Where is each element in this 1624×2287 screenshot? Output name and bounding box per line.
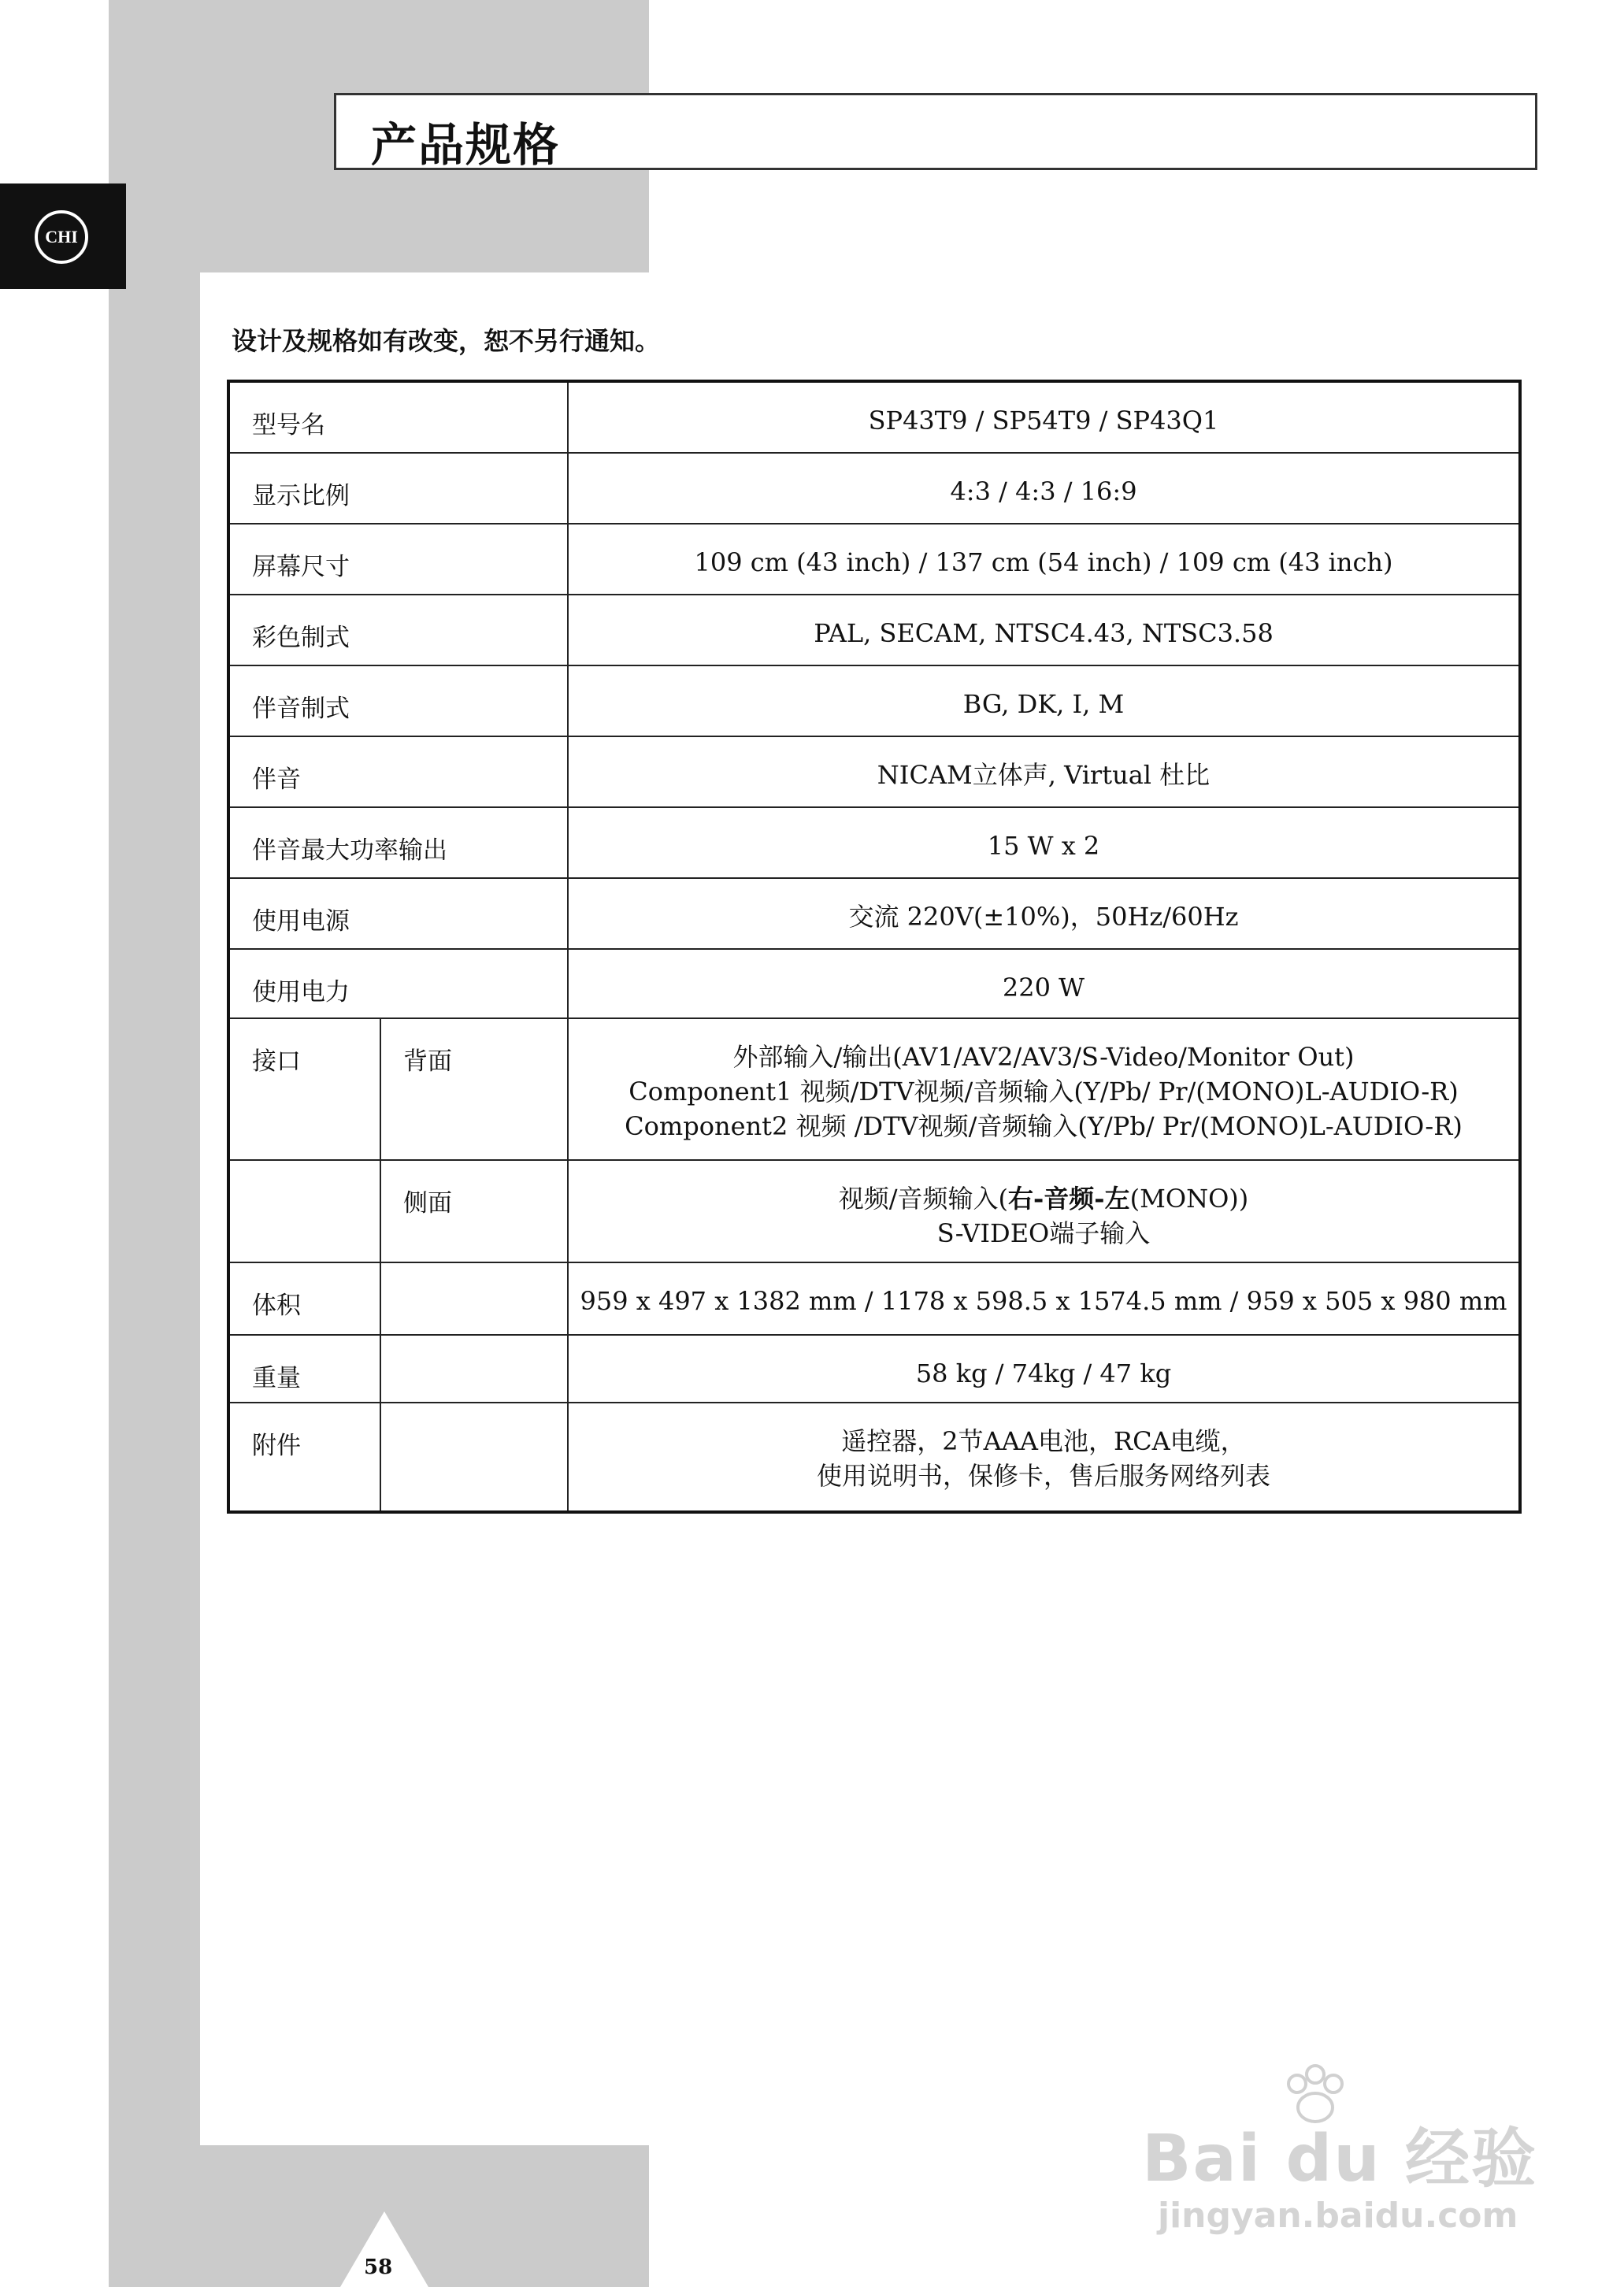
page-number: 58	[364, 2255, 393, 2279]
spec-sublabel-empty	[381, 1263, 569, 1334]
spec-row-sound	[230, 736, 1518, 806]
spec-value-line: 使用说明书，保修卡，售后服务网络列表	[816, 1461, 1270, 1491]
spec-value-line: Component2 视频 /DTV视频/音频输入(Y/Pb/ Pr/(MONO)L-AUDIO-R)	[625, 1111, 1463, 1141]
spec-value: NICAM立体声, Virtual 杜比	[877, 760, 1211, 790]
spec-label: 使用电源	[230, 879, 569, 948]
spec-value: PAL, SECAM, NTSC4.43, NTSC3.58	[814, 618, 1274, 648]
spec-sublabel: 侧面	[381, 1161, 569, 1262]
spec-label: 伴音制式	[230, 666, 569, 736]
spec-value: 4:3 / 4:3 / 16:9	[950, 476, 1137, 506]
spec-value: 959 x 497 x 1382 mm / 1178 x 598.5 x 1574.5 mm / 959 x 505 x 980 mm	[580, 1286, 1507, 1316]
spec-value-multiline	[569, 1019, 1518, 1159]
language-badge: CHI	[35, 210, 88, 264]
spec-label: 型号名	[230, 383, 569, 452]
decorative-gray-band-left	[109, 0, 200, 2287]
spec-label: 使用电力	[230, 950, 569, 1017]
page-title: 产品规格	[371, 118, 561, 172]
spec-row-color-system	[230, 594, 1518, 665]
spec-table	[227, 380, 1522, 1514]
spec-row-power-supply	[230, 877, 1518, 948]
spec-row-screen	[230, 523, 1518, 594]
spec-value: 220 W	[1002, 973, 1085, 1003]
spec-row-weight	[230, 1334, 1518, 1402]
spec-label: 体积	[230, 1263, 381, 1334]
spec-label: 屏幕尺寸	[230, 524, 569, 594]
side-line1-prefix: 视频/音频输入(	[838, 1184, 1008, 1214]
spec-label: 附件	[230, 1403, 381, 1510]
spec-label: 彩色制式	[230, 595, 569, 665]
side-line1-bold: 右-音频-左	[1008, 1184, 1130, 1214]
spec-row-aspect	[230, 452, 1518, 523]
spec-row-interface-side	[230, 1159, 1518, 1262]
spec-value-line	[569, 1181, 1518, 1216]
watermark-url: jingyan.baidu.com	[1158, 2196, 1518, 2236]
language-tab	[0, 183, 126, 289]
spec-value-line: 遥控器，2节AAA电池，RCA电缆，	[841, 1426, 1246, 1456]
spec-label: 接口	[230, 1019, 381, 1159]
spec-value-line: Component1 视频/DTV视频/音频输入(Y/Pb/ Pr/(MONO)L-AUDIO-R)	[628, 1077, 1459, 1106]
side-line1-suffix: (MONO))	[1129, 1184, 1249, 1214]
spec-row-sound-power	[230, 806, 1518, 877]
spec-value-line: 外部输入/输出(AV1/AV2/AV3/S-Video/Monitor Out)	[732, 1042, 1355, 1072]
spec-label-empty	[230, 1161, 381, 1262]
change-notice: 设计及规格如有改变，恕不另行通知。	[232, 326, 661, 356]
spec-row-dimensions	[230, 1262, 1518, 1334]
spec-label: 显示比例	[230, 454, 569, 523]
spec-label: 伴音	[230, 737, 569, 806]
spec-sublabel-empty	[381, 1336, 569, 1402]
spec-value: 15 W x 2	[987, 831, 1100, 861]
spec-value-line: S-VIDEO端子输入	[936, 1218, 1151, 1248]
spec-value-multiline	[569, 1161, 1518, 1262]
page-title-box	[334, 93, 1537, 170]
spec-row-power-consumption	[230, 948, 1518, 1017]
spec-value: 58 kg / 74kg / 47 kg	[915, 1358, 1172, 1388]
spec-row-interface-rear	[230, 1017, 1518, 1159]
watermark-brand: Bai du 经验	[1142, 2122, 1538, 2196]
spec-value: 交流 220V(±10%)，50Hz/60Hz	[848, 902, 1239, 932]
spec-label: 重量	[230, 1336, 381, 1402]
spec-label: 伴音最大功率输出	[230, 808, 569, 877]
spec-value: SP43T9 / SP54T9 / SP43Q1	[868, 406, 1219, 436]
spec-value: 109 cm (43 inch) / 137 cm (54 inch) / 109 cm (43 inch)	[694, 547, 1393, 577]
spec-row-accessories	[230, 1402, 1518, 1510]
spec-value-multiline	[569, 1403, 1518, 1510]
spec-row-sound-system	[230, 665, 1518, 736]
spec-sublabel-empty	[381, 1403, 569, 1510]
spec-value: BG, DK, I, M	[962, 689, 1125, 719]
spec-sublabel: 背面	[381, 1019, 569, 1159]
watermark	[1142, 2063, 1567, 2244]
spec-row-model	[230, 383, 1518, 452]
